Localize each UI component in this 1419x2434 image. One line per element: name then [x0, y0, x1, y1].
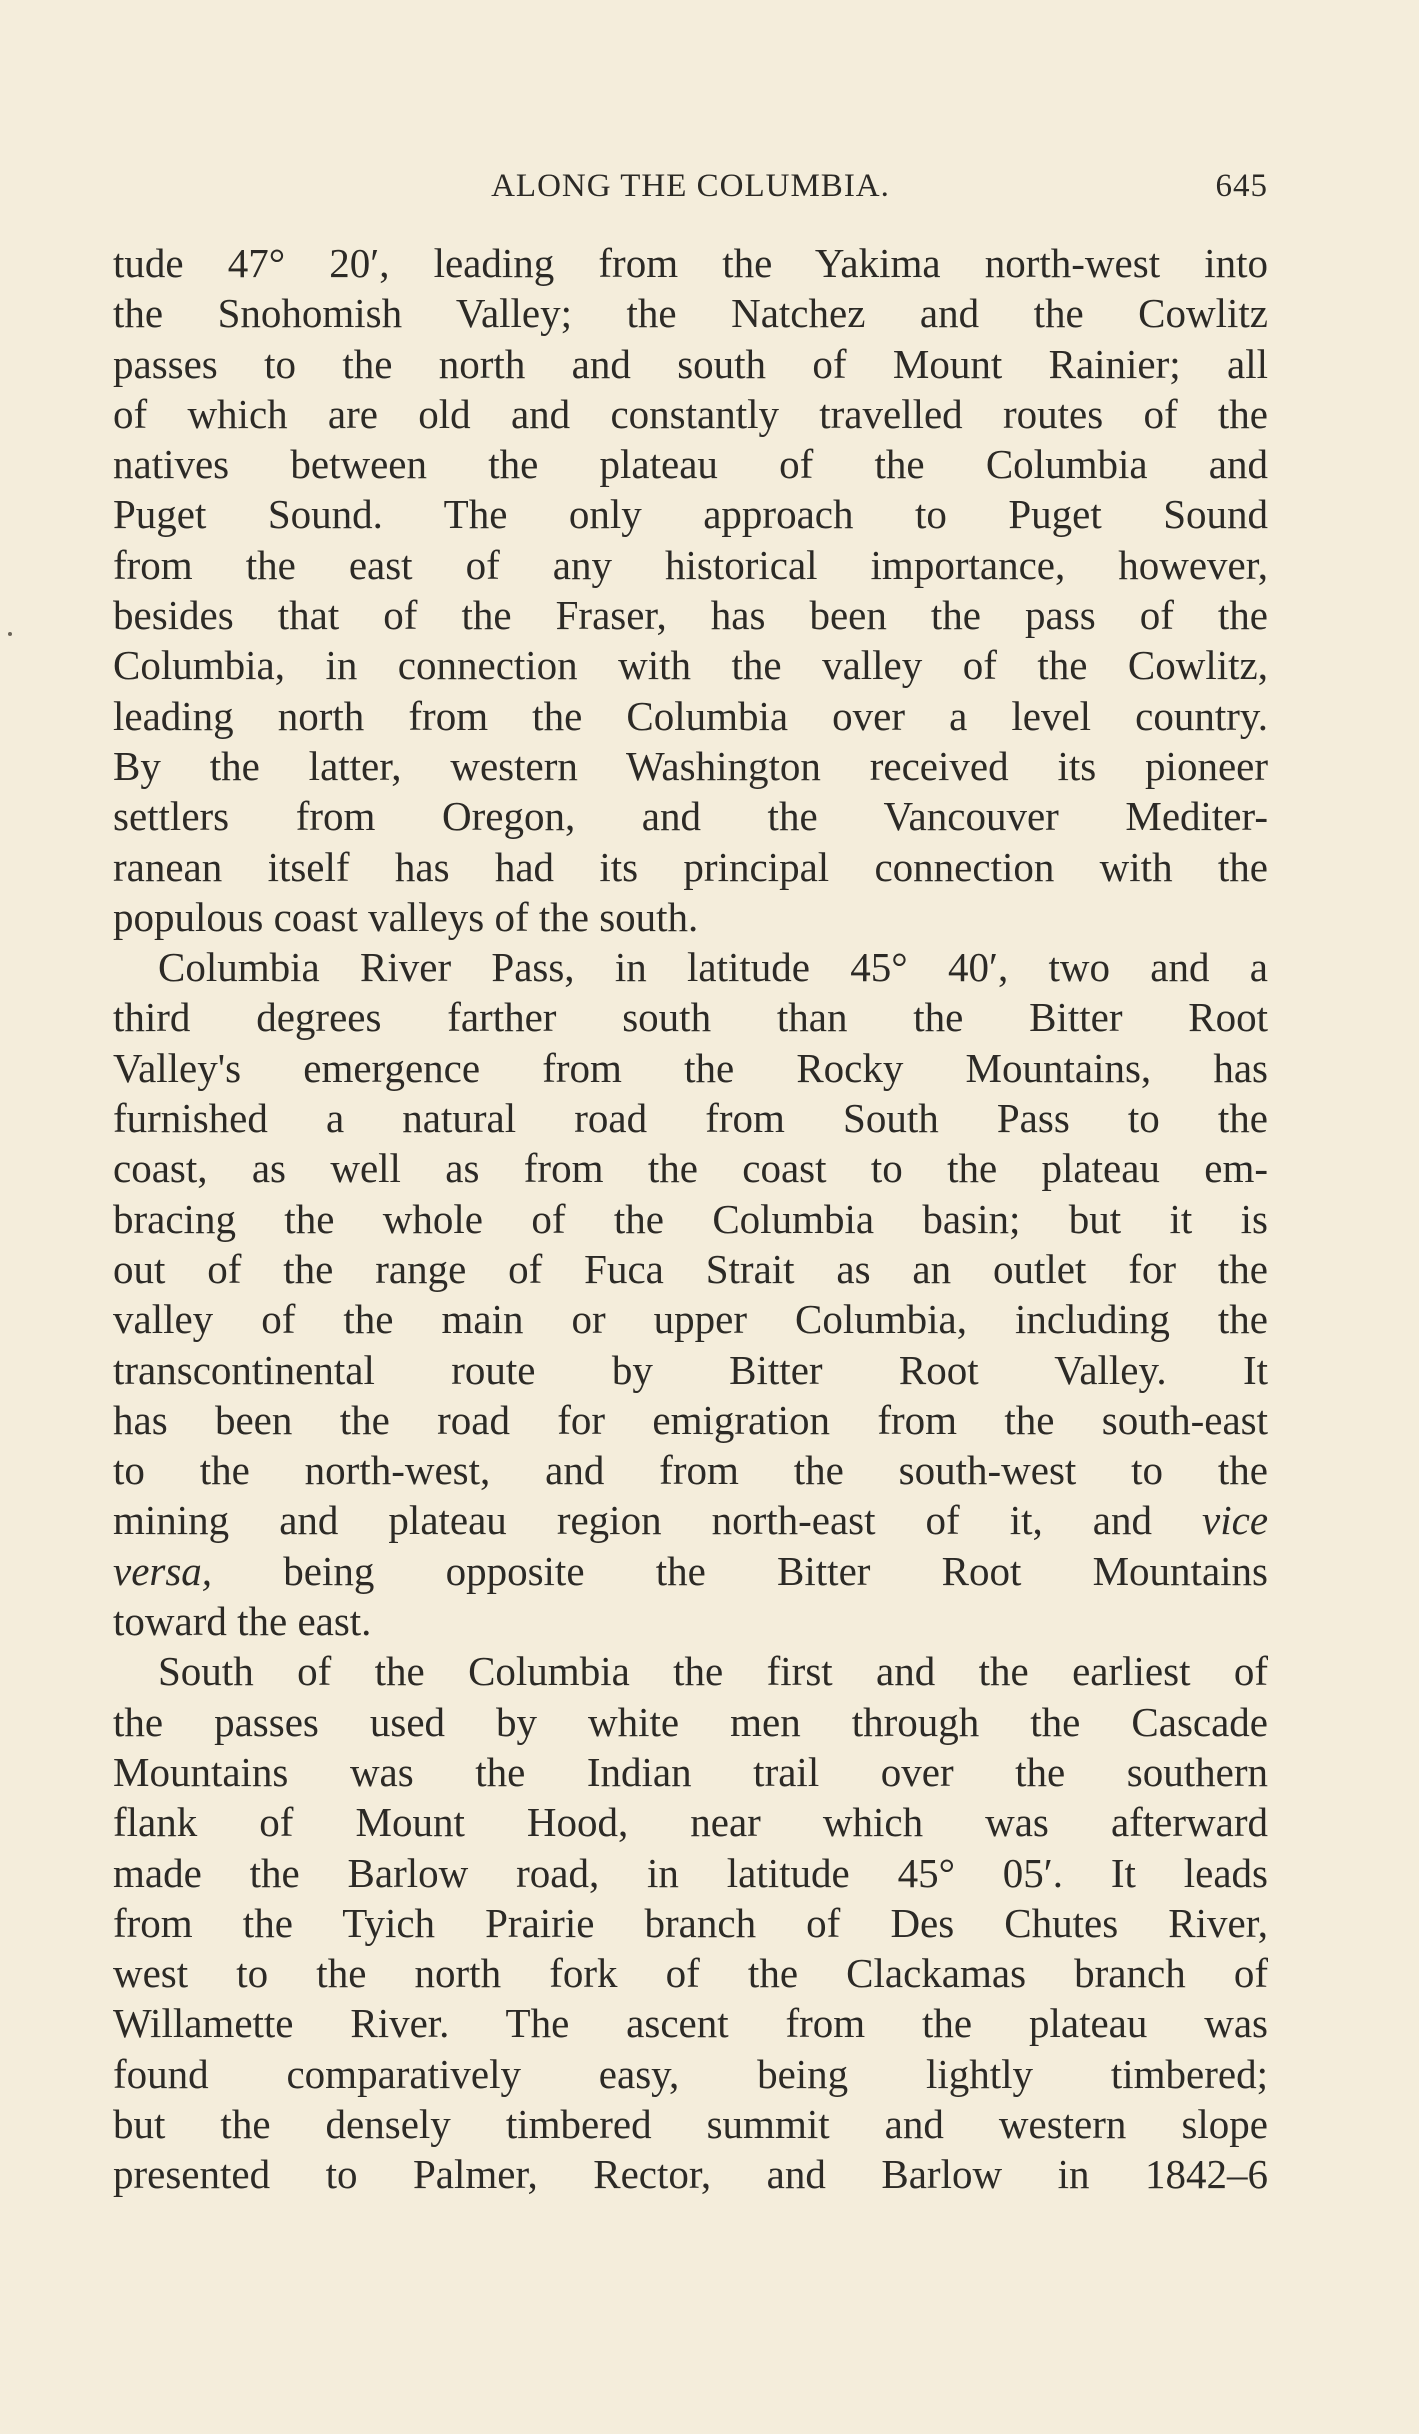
- text-line: transcontinental route by Bitter Root Valley. It: [113, 1346, 1268, 1393]
- text-line: Valley's emergence from the Rocky Mountains, has: [113, 1044, 1268, 1091]
- text-line: toward the east.: [113, 1598, 372, 1645]
- text-line: flank of Mount Hood, near which was afterward: [113, 1799, 1268, 1846]
- text-line-with-italic: [113, 1495, 1268, 1545]
- text-segment: mining and plateau region north-east of it, and: [113, 1497, 1152, 1544]
- text-segment: being opposite the Bitter Root Mountains: [283, 1547, 1268, 1594]
- text-line: the Snohomish Valley; the Natchez and the Cowlitz: [113, 290, 1268, 337]
- text-line: leading north from the Columbia over a level country.: [113, 692, 1268, 739]
- text-line: populous coast valleys of the south.: [113, 893, 699, 940]
- margin-speck: [8, 632, 12, 636]
- text-line: besides that of the Fraser, has been the pass of the: [113, 592, 1268, 639]
- text-line: from the Tyich Prairie branch of Des Chutes River,: [113, 1899, 1268, 1946]
- text-line: found comparatively easy, being lightly timbered;: [113, 2050, 1268, 2097]
- text-line: passes to the north and south of Mount Rainier; all: [113, 340, 1268, 387]
- text-line: Columbia, in connection with the valley of the Cowlitz,: [113, 642, 1268, 689]
- text-line: out of the range of Fuca Strait as an outlet for the: [113, 1245, 1268, 1292]
- text-line: valley of the main or upper Columbia, including the: [113, 1296, 1268, 1343]
- body-text: [113, 238, 1268, 2200]
- text-line: from the east of any historical importance, however,: [113, 541, 1268, 588]
- text-line: coast, as well as from the coast to the plateau em-: [113, 1145, 1268, 1192]
- italic-term: versa,: [113, 1547, 213, 1594]
- running-head: [113, 168, 1268, 216]
- text-line: presented to Palmer, Rector, and Barlow in 1842–6: [113, 2151, 1268, 2198]
- text-line: ranean itself has had its principal connection with the: [113, 843, 1268, 890]
- paragraph-start-line: South of the Columbia the first and the earliest of: [158, 1648, 1268, 1695]
- text-line: made the Barlow road, in latitude 45° 05′. It leads: [113, 1849, 1268, 1896]
- text-line: the passes used by white men through the Cascade: [113, 1698, 1268, 1745]
- text-line: west to the north fork of the Clackamas branch of: [113, 1950, 1268, 1997]
- text-line: By the latter, western Washington received its pioneer: [113, 742, 1268, 789]
- text-line-with-italic: [113, 1546, 1268, 1596]
- text-line: to the north-west, and from the south-west to the: [113, 1447, 1268, 1494]
- italic-term: vice: [1202, 1497, 1268, 1544]
- text-line: of which are old and constantly travelled routes of the: [113, 390, 1268, 437]
- text-line: settlers from Oregon, and the Vancouver Mediter-: [113, 793, 1268, 840]
- text-line: furnished a natural road from South Pass to the: [113, 1095, 1268, 1142]
- text-line: bracing the whole of the Columbia basin; but it is: [113, 1195, 1268, 1242]
- text-line: tude 47° 20′, leading from the Yakima north-west into: [113, 240, 1268, 286]
- page-number: 645: [1215, 168, 1268, 204]
- text-line: but the densely timbered summit and western slope: [113, 2100, 1268, 2147]
- text-line: has been the road for emigration from the south-east: [113, 1396, 1268, 1443]
- paragraph-start-line: Columbia River Pass, in latitude 45° 40′, two and a: [158, 944, 1268, 991]
- running-title: ALONG THE COLUMBIA.: [491, 168, 890, 204]
- text-line: natives between the plateau of the Columbia and: [113, 441, 1268, 488]
- text-line: Willamette River. The ascent from the plateau was: [113, 2000, 1268, 2047]
- text-line: third degrees farther south than the Bitter Root: [113, 994, 1268, 1041]
- text-line: Puget Sound. The only approach to Puget Sound: [113, 491, 1268, 538]
- text-line: Mountains was the Indian trail over the southern: [113, 1748, 1268, 1795]
